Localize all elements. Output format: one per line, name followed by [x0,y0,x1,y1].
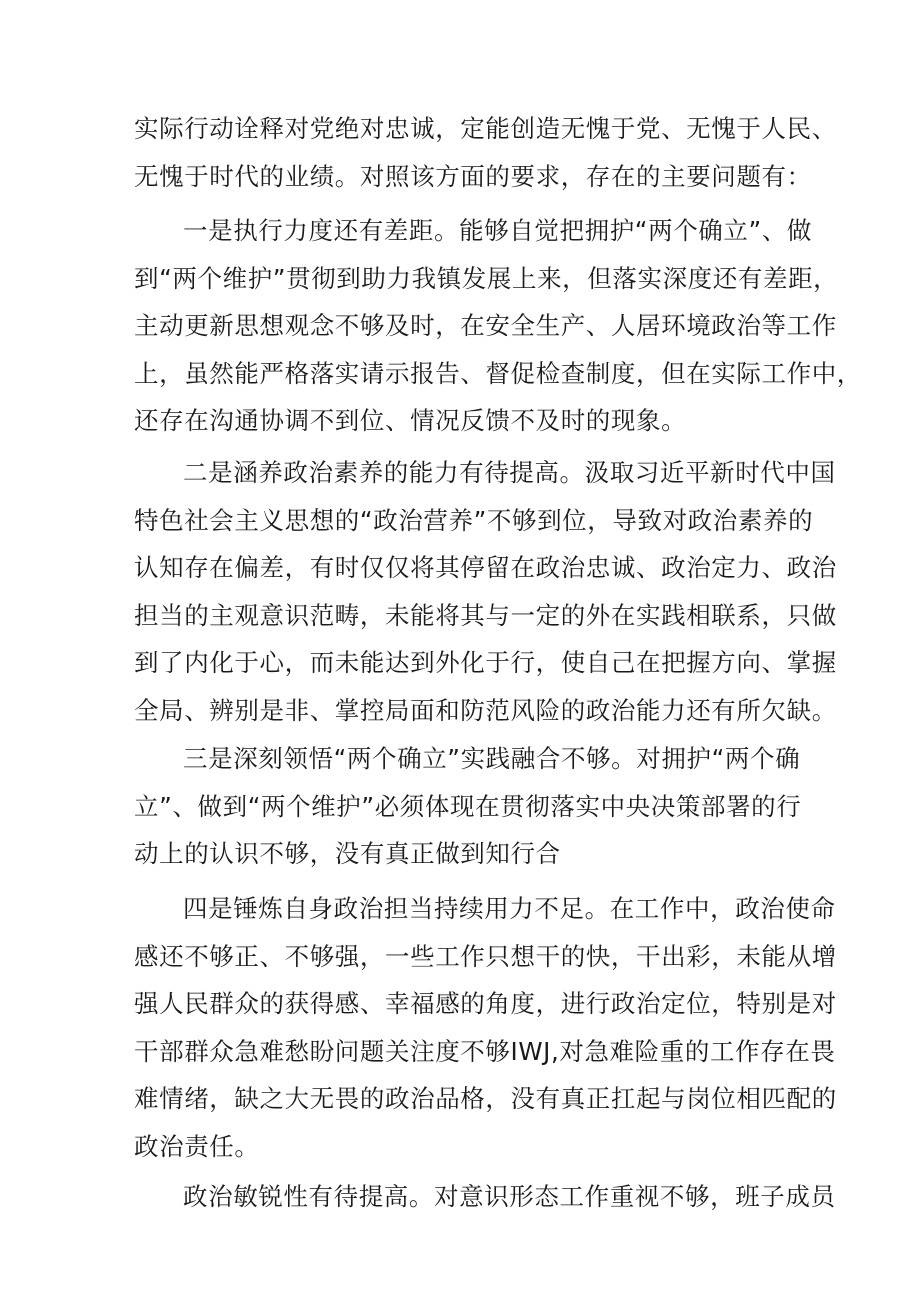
text-line: 实际行动诠释对党绝对忠诚，定能创造无愧于党、无愧于人民、 [134,114,837,143]
text-line: 上，虽然能严格落实请示报告、督促检查制度，但在实际工作中， [134,358,862,388]
text-line: 到“两个维护”贯彻到助力我镇发展上来，但落实深度还有差距， [134,263,839,293]
text-line: 全局、辨别是非、掌控局面和防范风险的政治能力还有所欠缺。 [134,695,837,725]
text-line: 认知存在偏差，有时仅仅将其停留在政治忠诚、政治定力、政治 [134,553,837,583]
text-line: 政治敏锐性有待提高。对意识形态工作重视不够，班子成员 [183,1182,836,1211]
text-line: 二是涵养政治素养的能力有待提高。汲取习近平新时代中国 [183,458,836,487]
paragraph-issue-four [134,885,837,1171]
text-line: 三是深刻领悟“两个确立”实践融合不够。对拥护“两个确 [183,744,801,773]
text-line: 主动更新思想观念不够及时，在安全生产、人居环境政治等工作 [134,311,837,341]
text-line: 特色社会主义思想的“政治营养”不够到位，导致对政治素养的 [134,505,814,535]
paragraph-issue-one [134,207,862,445]
paragraph-issue-three [134,735,814,878]
text-line: 一是执行力度还有差距。能够自觉把拥护“两个确立”、做 [183,216,812,245]
paragraph-issue-two [134,449,837,735]
text-line: 立”、做到“两个维护”必须体现在贯彻落实中央决策部署的行 [134,791,802,821]
text-line: 政治责任。 [134,1131,260,1161]
text-line: 担当的主观意识范畴，未能将其与一定的外在实践相联系，只做 [134,600,837,630]
text-line: 四是锤炼自身政治担当持续用力不足。在工作中，政治使命 [183,894,836,923]
text-line: 难情绪，缺之大无畏的政治品格，没有真正扛起与岗位相匹配的 [134,1084,837,1114]
text-line: 强人民群众的获得感、幸福感的角度，进行政治定位，特别是对 [134,989,837,1019]
text-line: 到了内化于心，而未能达到外化于行，使自己在把握方向、掌握 [134,648,837,678]
paragraph-issue-five [134,1173,836,1221]
text-line: 干部群众急难愁盼问题关注度不够IWJ,对急难险重的工作存在畏 [134,1036,836,1066]
text-line: 动上的认识不够，没有真正做到知行合 [134,839,561,869]
text-line: 无愧于时代的业绩。对照该方面的要求，存在的主要问题有： [134,161,812,191]
paragraph-intro [134,105,837,200]
text-line: 感还不够正、不够强，一些工作只想干的快，干出彩，未能从增 [134,941,837,971]
text-line: 还存在沟通协调不到位、情况反馈不及时的现象。 [134,406,687,436]
